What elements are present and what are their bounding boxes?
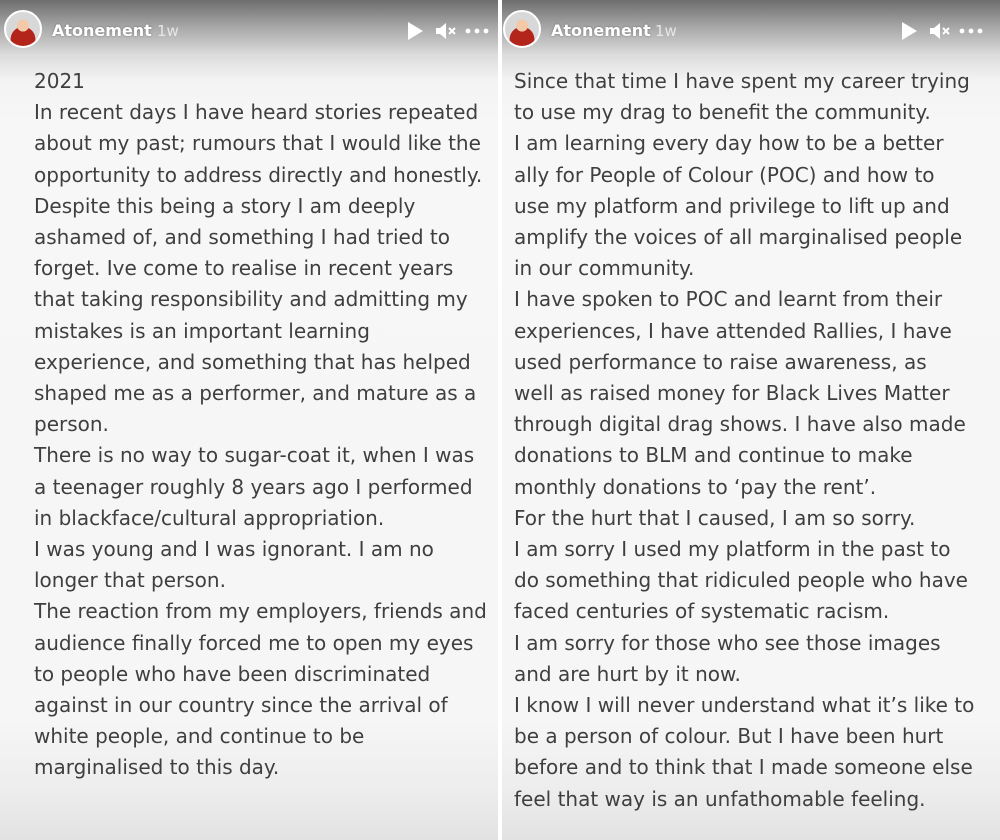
text-line: Since that time I have spent my career trying [514, 69, 970, 93]
text-line: to use my drag to benefit the community. [514, 100, 931, 125]
text-line: There is no way to sugar-coat it, when I was [34, 443, 475, 468]
play-icon[interactable] [404, 20, 426, 42]
text-line: opportunity to address directly and honestly. [34, 162, 483, 187]
story-controls [898, 20, 988, 42]
text-line: I know I will never understand what it’s like to [514, 693, 975, 718]
text-line: a teenager roughly 8 years ago I performed [34, 474, 473, 499]
text-line: monthly donations to ‘pay the rent’. [514, 474, 877, 499]
text-line: through digital drag shows. I have also made [514, 412, 966, 437]
text-line: mistakes is an important learning [34, 318, 370, 343]
text-line: about my past; rumours that I would like the [34, 131, 481, 156]
text-line: used performance to raise awareness, as [514, 349, 927, 374]
text-line: person. [34, 412, 109, 437]
more-icon[interactable] [958, 20, 980, 42]
text-line: In recent days I have heard stories repeated [34, 100, 479, 125]
more-icon[interactable] [464, 20, 486, 42]
username[interactable]: Atonement [551, 21, 651, 40]
text-line: well as raised money for Black Lives Matter [514, 381, 950, 406]
story-header [0, 0, 500, 62]
username[interactable]: Atonement [52, 21, 152, 40]
text-line: The reaction from my employers, friends and [34, 599, 487, 624]
text-line: that taking responsibility and admitting my [34, 287, 468, 312]
text-line: experiences, I have attended Rallies, I have [514, 318, 952, 343]
mute-icon[interactable] [434, 20, 456, 42]
story-controls [404, 20, 494, 42]
text-line: to people who have been discriminated [34, 661, 431, 686]
avatar[interactable] [503, 10, 541, 48]
text-line: donations to BLM and continue to make [514, 443, 913, 468]
text-line: use my platform and privilege to lift up and [514, 193, 950, 218]
text-line: feel that way is an unfathomable feeling. [514, 786, 926, 811]
panel-divider [498, 0, 502, 840]
text-line: before and to think that I made someone else [514, 755, 973, 780]
text-line: ashamed of, and something I had tried to [34, 225, 450, 250]
text-line: experience, and something that has helped [34, 349, 471, 374]
text-line: do something that ridiculed people who have [514, 568, 968, 593]
text-line: 2021 [34, 69, 85, 93]
play-icon[interactable] [898, 20, 920, 42]
text-line: be a person of colour. But I have been hurt [514, 724, 944, 749]
text-line: I was young and I was ignorant. I am no [34, 537, 434, 562]
text-line: white people, and continue to be [34, 724, 365, 749]
timestamp: 1w [655, 22, 677, 40]
text-line: marginalised to this day. [34, 755, 280, 780]
text-line: in blackface/cultural appropriation. [34, 505, 385, 530]
text-line: I am sorry for those who see those images [514, 630, 941, 655]
story-panel-right[interactable] [500, 0, 1000, 840]
text-line: longer that person. [34, 568, 226, 593]
text-line: forget. Ive come to realise in recent years [34, 256, 454, 281]
story-text [34, 66, 494, 784]
text-line: in our community. [514, 256, 695, 281]
text-line: faced centuries of systematic racism. [514, 599, 890, 624]
text-line: against in our country since the arrival of [34, 693, 448, 718]
story-header [500, 0, 1000, 62]
text-line: and are hurt by it now. [514, 661, 741, 686]
text-line: I have spoken to POC and learnt from their [514, 287, 943, 312]
text-line: amplify the voices of all marginalised people [514, 225, 963, 250]
avatar[interactable] [4, 10, 42, 48]
story-text [514, 66, 992, 815]
text-line: Despite this being a story I am deeply [34, 193, 416, 218]
text-line: For the hurt that I caused, I am so sorry. [514, 505, 916, 530]
text-line: shaped me as a performer, and mature as a [34, 381, 477, 406]
text-line: I am sorry I used my platform in the past to [514, 537, 951, 562]
timestamp: 1w [157, 22, 179, 40]
text-line: I am learning every day how to be a better [514, 131, 944, 156]
text-line: ally for People of Colour (POC) and how to [514, 162, 935, 187]
mute-icon[interactable] [928, 20, 950, 42]
text-line: audience finally forced me to open my eyes [34, 630, 474, 655]
